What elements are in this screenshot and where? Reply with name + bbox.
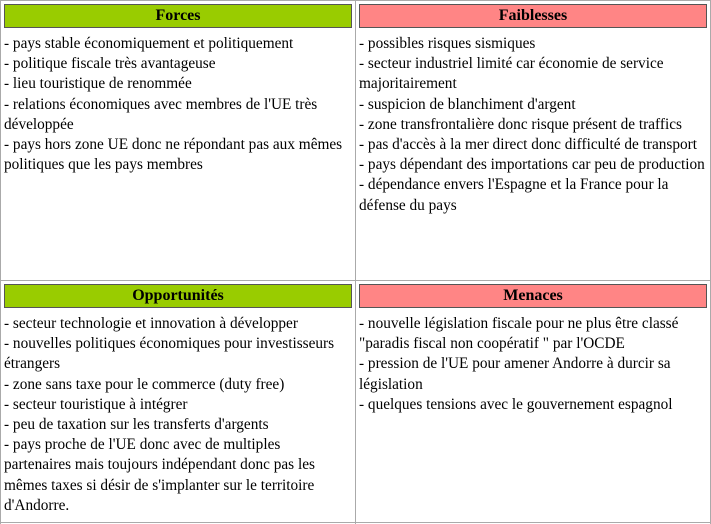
forces-header bbox=[4, 4, 352, 28]
opportunites-item: - zone sans taxe pour le commerce (duty free) bbox=[4, 375, 285, 393]
faiblesses-item: - pays dépendant des importations car peu de production bbox=[359, 156, 705, 174]
menaces-header bbox=[359, 284, 707, 308]
forces-item: - pays hors zone UE donc ne répondant pas aux mêmes politiques que les pays membres bbox=[4, 136, 343, 174]
faiblesses-item: - pas d'accès à la mer direct donc difficulté de transport bbox=[359, 136, 698, 154]
faiblesses-item: - dépendance envers l'Espagne et la France pour la défense du pays bbox=[359, 176, 669, 214]
forces-item: - lieu touristique de renommée bbox=[4, 75, 192, 93]
faiblesses-item: - suspicion de blanchiment d'argent bbox=[359, 95, 576, 113]
menaces-cell bbox=[356, 312, 709, 415]
forces-cell bbox=[1, 32, 354, 175]
opportunites-item: - nouvelles politiques économiques pour investisseurs étrangers bbox=[4, 335, 335, 373]
opportunites-item: - pays proche de l'UE donc avec de multiples partenaires mais toujours indépendant donc pas les mêmes taxes si désir de s'implanter sur le territoire d'Andorre. bbox=[4, 436, 315, 514]
forces-item: - pays stable économiquement et politiquement bbox=[4, 35, 294, 52]
opportunites-cell bbox=[1, 312, 354, 516]
menaces-item: - pression de l'UE pour amener Andorre à durcir sa législation bbox=[359, 355, 671, 393]
opportunites-item: - secteur touristique à intégrer bbox=[4, 395, 188, 413]
opportunites-header bbox=[4, 284, 352, 308]
forces-title: Forces bbox=[155, 7, 201, 24]
menaces-item: - nouvelle législation fiscale pour ne plus être classé "paradis fiscal non coopératif " par l'OCDE bbox=[359, 315, 679, 353]
grid-middle-horizontal-line bbox=[0, 280, 711, 281]
faiblesses-title: Faiblesses bbox=[498, 7, 568, 24]
menaces-title: Menaces bbox=[503, 287, 563, 304]
opportunites-item: - peu de taxation sur les transferts d'argents bbox=[4, 416, 269, 434]
menaces-item: - quelques tensions avec le gouvernement espagnol bbox=[359, 395, 673, 413]
faiblesses-item: - secteur industriel limité car économie de service majoritairement bbox=[359, 55, 664, 93]
faiblesses-header bbox=[359, 4, 707, 28]
forces-item: - politique fiscale très avantageuse bbox=[4, 55, 216, 73]
faiblesses-item: - zone transfrontalière donc risque présent de traffics bbox=[359, 115, 682, 133]
faiblesses-item: - possibles risques sismiques bbox=[359, 35, 536, 52]
opportunites-title: Opportunités bbox=[132, 287, 224, 304]
faiblesses-cell bbox=[356, 32, 709, 216]
forces-item: - relations économiques avec membres de l'UE très développée bbox=[4, 95, 318, 133]
opportunites-item: - secteur technologie et innovation à développer bbox=[4, 315, 298, 332]
